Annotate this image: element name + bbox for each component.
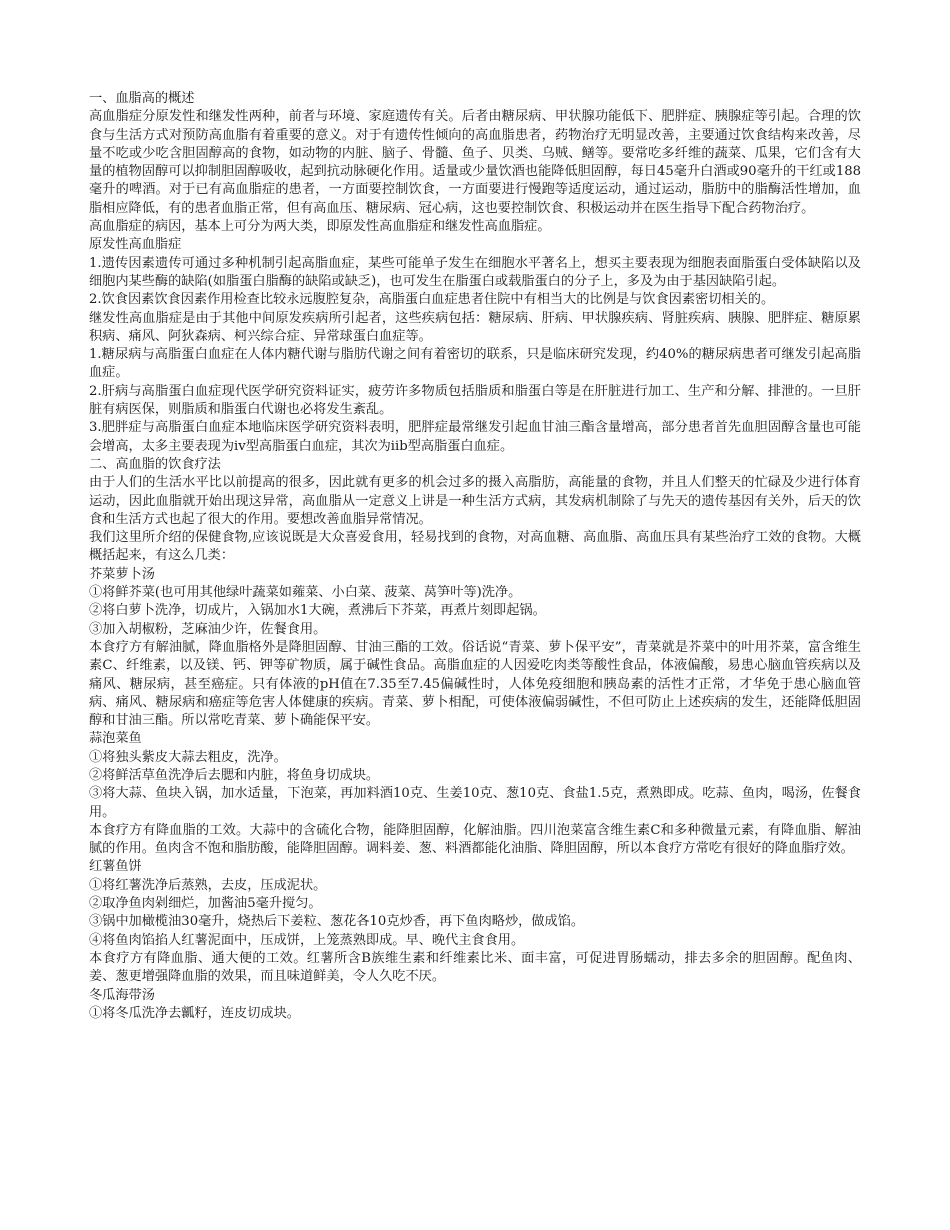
- section-heading-overview: 一、血脂高的概述: [89, 91, 195, 106]
- recipe-step: ①将鲜芥菜(也可用其他绿叶蔬菜如蕹菜、小白菜、菠菜、莴笋叶等)洗净。: [89, 585, 522, 601]
- recipe-step: ②将白萝卜洗净，切成片，入锅加水1大碗，煮沸后下芥菜，再煮片刻即起锅。: [89, 603, 546, 619]
- paragraph-overview: 高血脂症分原发性和继发性两种，前者与环境、家庭遗传有关。后者由糖尿病、甲状腺功能低下、肥胖症、胰腺症等引起。合理的饮食与生活方式对预防高血脂有着重要的意义。对于有遗传性倾向的高血脂患者，药物治疗无明显改善，主要通过饮食结构来改善，尽量不吃或少吃含胆固醇高的食物，如动物的内脏、脑子、骨髓、鱼子、贝类、乌贼、鳝等。要常吃多纤维的蔬菜、瓜果，它们含有大量的植物固醇可以抑制胆固醇吸收，起到抗动脉硬化作用。适量或少量饮酒也能降低胆固醇，每日45毫升白酒或90毫升的干红或188毫升的啤酒。对于已有高血脂症的患者，一方面要控制饮食，一方面要进行慢跑等适度运动，通过运动，脂肪中的脂酶活性增加，血脂相应降低，有的患者血脂正常，但有高血压、糖尿病、冠心病，这也要控制饮食、积极运动并在医生指导下配合药物治疗。: [89, 109, 861, 216]
- recipe-step: ②将鲜活草鱼洗净后去腮和内脏，将鱼身切成块。: [89, 767, 380, 783]
- recipe-title-sweet-potato-fish-cake: 红薯鱼饼: [89, 859, 142, 875]
- recipe-step: ①将独头紫皮大蒜去粗皮，洗净。: [89, 749, 287, 765]
- paragraph-diet-foods: 我们这里所介绍的保健食物,应该说既是大众喜爱食用，轻易找到的食物，对高血糖、高血脂、高血压具有某些治疗工效的食物。大概概括起来，有这么几类：: [89, 530, 861, 564]
- document-body: [89, 90, 861, 1023]
- recipe-step: ②取净鱼肉剁细烂，加酱油5毫升搅匀。: [89, 896, 322, 912]
- recipe-description: 本食疗方有降血脂、通大便的工效。红薯所含B族维生素和纤维素比米、面丰富，可促进胃肠蠕动，排去多余的胆固醇。配鱼肉、姜、葱更增强降血脂的效果，而且味道鲜美，令人久吃不厌。: [89, 950, 861, 985]
- recipe-description: 本食疗方有降血脂的工效。大蒜中的含硫化合物，能降胆固醇，化解油脂。四川泡菜富含维生素C和多种微量元素，有降血脂、解油腻的作用。鱼肉含不饱和脂肪酸，能降胆固醇。调料姜、葱、料酒都能化油脂、降胆固醇，所以本食疗方常吃有很好的降血脂疗效。: [89, 822, 861, 857]
- paragraph-secondary-diabetes: 1.糖尿病与高脂蛋白血症在人体内糖代谢与脂肪代谢之间有着密切的联系，只是临床研究发现，约40%的糖尿病患者可继发引起高脂血症。: [89, 347, 861, 381]
- recipe-title-mustard-radish-soup: 芥菜萝卜汤: [89, 566, 155, 582]
- recipe-step: ①将红薯洗净后蒸熟，去皮，压成泥状。: [89, 877, 327, 893]
- paragraph-primary-genetic: 1.遗传因素遗传可通过多种机制引起高脂血症，某些可能单子发生在细胞水平著名上，想买主要表现为细胞表面脂蛋白受体缺陷以及细胞内某些酶的缺陷(如脂蛋白脂酶的缺陷或缺乏)，也可发生在脂蛋白或载脂蛋白的分子上，多及为由于基因缺陷引起。: [89, 255, 861, 289]
- recipe-step: ④将鱼肉馅掐人红薯泥面中，压成饼，上笼蒸熟即成。早、晚代主食食用。: [89, 932, 525, 948]
- paragraph-diet-intro: 由于人们的生活水平比以前提高的很多，因此就有更多的机会过多的摄入高脂肪，高能量的食物，并且人们整天的忙碌及少进行体育运动，因此血脂就开始出现这异常，高血脂从一定意义上讲是一种生活方式病，其发病机制除了与先天的遗传基因有关外，后天的饮食和生活方式也起了很大的作用。要想改善血脂异常情况。: [89, 475, 861, 527]
- paragraph-secondary-obesity: 3.肥胖症与高脂蛋白血症本地临床医学研究资料表明，肥胖症最常继发引起血甘油三酯含量增高，部分患者首先血胆固醇含量也可能会增高，太多主要表现为iv型高脂蛋白血症，其次为iib型高脂蛋白血症。: [89, 420, 861, 454]
- recipe-step: ③加入胡椒粉，芝麻油少许，佐餐食用。: [89, 621, 327, 637]
- recipe-step: ①将冬瓜洗净去瓤籽，连皮切成块。: [89, 1005, 300, 1021]
- recipe-title-garlic-pickle-fish: 蒜泡菜鱼: [89, 731, 142, 747]
- subheading-primary: 原发性高血脂症: [89, 237, 182, 253]
- recipe-step: ③将大蒜、鱼块入锅，加水适量，下泡菜，再加料酒10克、生姜10克、葱10克、食盐1.5克，煮熟即成。吃蒜、鱼肉，喝汤，佐餐食用。: [89, 786, 861, 820]
- recipe-description: 本食疗方有解油腻，降血脂格外是降胆固醇、甘油三酯的工效。俗话说“青菜、萝卜保平安”，青菜就是芥菜中的叶用芥菜，富含维生素C、纤维素，以及镁、钙、钾等矿物质，属于碱性食品。高脂血症的人因爱吃肉类等酸性食品，体液偏酸，易患心脑血管疾病以及痛风、糖尿病，甚至癌症。只有体液的pH值在7.35至7.45偏碱性时，人体免疫细胞和胰岛素的活性才正常，才华免于患心脑血管病、痛风、糖尿病和癌症等危害人体健康的疾病。青菜、萝卜相配，可使体液偏弱碱性，不但可防止上述疾病的发生，还能降低胆固醇和甘油三酯。所以常吃青菜、萝卜确能保平安。: [89, 639, 861, 729]
- paragraph-secondary-liver: 2.肝病与高脂蛋白血症现代医学研究资料证实，疲劳许多物质包括脂质和脂蛋白等是在肝脏进行加工、生产和分解、排泄的。一旦肝脏有病医保，则脂质和脂蛋白代谢也必将发生紊乱。: [89, 383, 861, 418]
- paragraph-causes: 高血脂症的病因，基本上可分为两大类，即原发性高血脂症和继发性高血脂症。: [89, 219, 551, 235]
- recipe-title-winter-melon-kelp-soup: 冬瓜海带汤: [89, 987, 155, 1003]
- section-heading-diet: 二、高血脂的饮食疗法: [89, 456, 221, 472]
- paragraph-secondary: 继发性高血脂症是由于其他中间原发疾病所引起者，这些疾病包括：糖尿病、肝病、甲状腺疾病、肾脏疾病、胰腺、肥胖症、糖原累积病、痛风、阿狄森病、柯兴综合症、异常球蛋白血症等。: [89, 310, 861, 344]
- recipe-step: ③锅中加橄榄油30毫升，烧热后下姜粒、葱花各10克炒香，再下鱼肉略炒，做成馅。: [89, 914, 585, 930]
- paragraph-primary-diet: 2.饮食因素饮食因素作用检查比较永远腹腔复杂，高脂蛋白血症患者住院中有相当大的比例是与饮食因素密切相关的。: [89, 292, 775, 308]
